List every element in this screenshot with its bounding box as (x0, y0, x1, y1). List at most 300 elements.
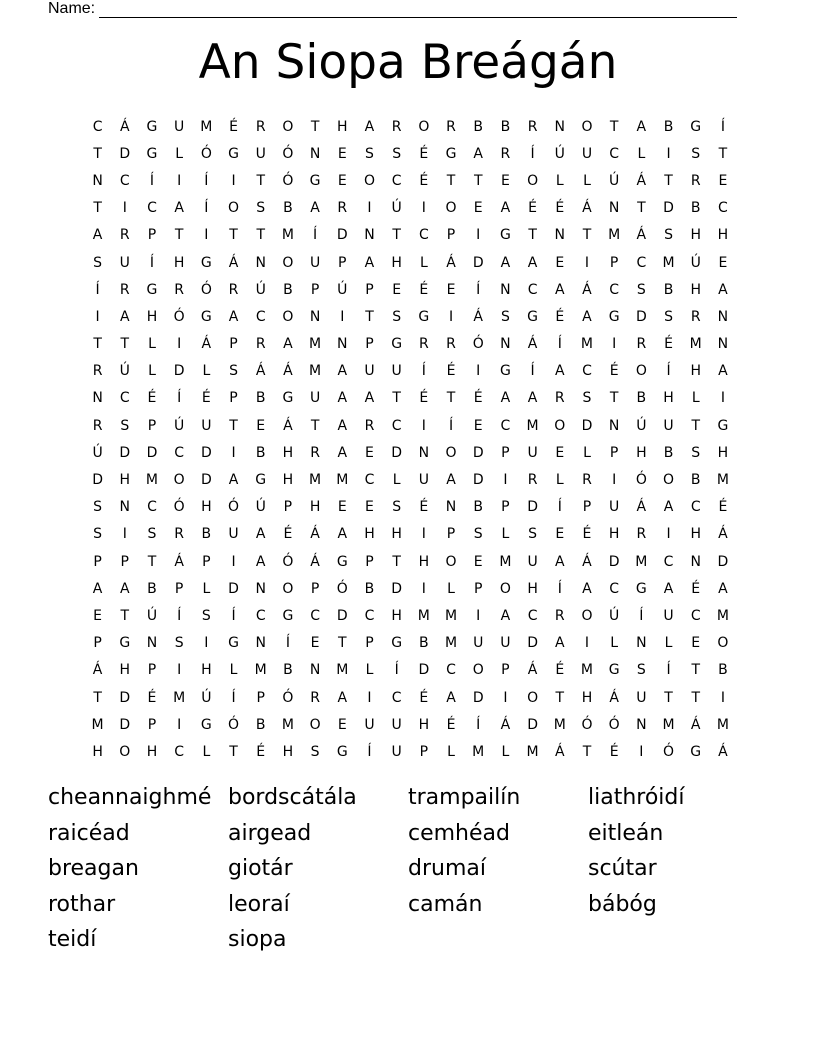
grid-letter: T (582, 743, 592, 760)
grid-letter: Á (201, 336, 212, 353)
grid-letter: D (92, 472, 103, 489)
grid-letter: A (554, 635, 565, 652)
grid-letter: O (635, 363, 647, 380)
grid-letter: D (391, 580, 403, 597)
grid-letter: D (663, 200, 674, 217)
grid-letter: A (119, 580, 130, 597)
grid-letter: A (337, 363, 348, 380)
grid-letter: I (503, 689, 508, 706)
grid-letter: G (527, 308, 539, 325)
grid-letter: E (473, 417, 483, 434)
grid-letter: I (177, 716, 182, 733)
grid-letter: M (145, 472, 159, 489)
grid-letter: L (229, 662, 238, 679)
grid-letter: É (419, 499, 429, 516)
grid-letter: T (338, 635, 347, 652)
grid-letter: U (309, 390, 321, 407)
grid-letter: Á (119, 118, 130, 135)
word-list-item: giotár (228, 856, 293, 882)
grid-letter: G (146, 145, 158, 162)
grid-letter: G (200, 308, 212, 325)
grid-letter: C (310, 607, 320, 624)
grid-letter: Í (476, 716, 481, 733)
grid-letter: H (173, 254, 185, 271)
grid-letter: I (231, 553, 236, 570)
grid-letter: R (527, 472, 538, 489)
grid-letter: Á (609, 689, 619, 706)
grid-letter: R (636, 336, 647, 353)
grid-letter: H (119, 472, 131, 489)
grid-letter: M (309, 336, 322, 353)
grid-letter: C (174, 743, 185, 760)
grid-letter: D (635, 308, 647, 325)
grid-letter: A (228, 308, 239, 325)
grid-letter: A (92, 227, 103, 244)
grid-letter: I (95, 308, 100, 325)
grid-letter: A (554, 363, 565, 380)
name-field (48, 0, 737, 18)
grid-letter: C (174, 444, 185, 461)
grid-letter: B (419, 635, 429, 652)
grid-letter: S (93, 254, 103, 271)
grid-letter: M (444, 635, 458, 652)
grid-letter: Ó (200, 145, 212, 162)
grid-letter: H (201, 499, 212, 516)
grid-letter: I (666, 526, 671, 543)
grid-letter: D (527, 499, 538, 516)
grid-letter: P (174, 580, 184, 597)
grid-letter: L (419, 254, 428, 271)
grid-letter: Ú (201, 689, 212, 706)
grid-letter: O (527, 172, 539, 189)
grid-letter: C (718, 200, 728, 217)
grid-letter: T (229, 743, 238, 760)
grid-letter: S (691, 145, 701, 162)
grid-letter: P (446, 526, 456, 543)
grid-letter: O (717, 635, 729, 652)
grid-letter: T (174, 227, 184, 244)
grid-letter: Í (204, 200, 209, 217)
grid-letter: A (636, 118, 647, 135)
grid-letter: N (608, 417, 620, 434)
grid-letter: A (663, 580, 674, 597)
grid-letter: Á (92, 662, 103, 679)
grid-letter: R (310, 444, 320, 461)
grid-letter: P (365, 281, 374, 298)
grid-letter: U (391, 716, 402, 733)
grid-letter: É (555, 200, 565, 217)
grid-letter: A (228, 472, 239, 489)
grid-letter: S (664, 227, 673, 244)
grid-letter: A (337, 444, 348, 461)
grid-letter: I (231, 172, 236, 189)
grid-letter: A (337, 526, 348, 543)
grid-letter: Á (473, 308, 483, 325)
grid-letter: C (609, 145, 620, 162)
grid-letter: O (228, 200, 240, 217)
grid-letter: É (256, 743, 266, 760)
grid-letter: B (473, 118, 484, 135)
grid-letter: O (119, 743, 131, 760)
grid-letter: S (392, 145, 402, 162)
grid-letter: N (309, 662, 321, 679)
grid-letter: N (445, 499, 457, 516)
grid-letter: M (254, 662, 267, 679)
grid-letter: H (146, 308, 158, 325)
grid-letter: Í (313, 227, 318, 244)
grid-letter: T (664, 172, 673, 189)
grid-letter: D (472, 472, 484, 489)
word-list-item: bordscátála (228, 785, 357, 811)
grid-letter: C (147, 499, 157, 516)
grid-letter: A (718, 363, 728, 380)
grid-letter: O (581, 607, 593, 624)
grid-letter: Á (527, 336, 538, 353)
grid-letter: A (310, 200, 320, 217)
grid-letter: Á (636, 227, 647, 244)
grid-letter: G (146, 118, 158, 135)
grid-letter: N (255, 254, 266, 271)
grid-letter: A (582, 580, 592, 597)
grid-letter: E (555, 444, 565, 461)
grid-letter: Í (204, 172, 209, 189)
grid-letter: B (663, 281, 674, 298)
grid-letter: C (364, 607, 375, 624)
grid-letter: U (174, 118, 185, 135)
grid-letter: S (392, 499, 402, 516)
grid-letter: I (204, 635, 209, 652)
grid-letter: M (173, 689, 186, 706)
grid-letter: É (691, 580, 701, 597)
grid-letter: U (391, 743, 402, 760)
grid-letter: Í (177, 607, 182, 624)
grid-letter: G (336, 743, 348, 760)
grid-letter: É (419, 689, 429, 706)
grid-letter: M (417, 607, 430, 624)
grid-letter: R (255, 336, 266, 353)
grid-letter: E (718, 254, 728, 271)
grid-letter: U (309, 254, 321, 271)
grid-letter: M (716, 716, 729, 733)
grid-letter: P (473, 580, 483, 597)
grid-letter: U (364, 716, 375, 733)
grid-letter: H (608, 526, 620, 543)
grid-letter: Ú (391, 200, 402, 217)
grid-letter: T (446, 172, 456, 189)
grid-letter: R (119, 281, 130, 298)
grid-letter: C (391, 689, 402, 706)
grid-letter: R (554, 607, 565, 624)
grid-letter: N (554, 227, 566, 244)
grid-letter: L (664, 635, 673, 652)
grid-letter: P (283, 499, 293, 516)
grid-letter: G (690, 743, 702, 760)
grid-letter: A (500, 607, 511, 624)
grid-letter: H (201, 662, 212, 679)
grid-letter: I (340, 308, 345, 325)
grid-letter: S (120, 417, 130, 434)
grid-letter: N (418, 444, 430, 461)
grid-letter: P (609, 254, 619, 271)
grid-letter: M (309, 472, 322, 489)
grid-letter: H (309, 499, 321, 516)
grid-letter: G (608, 662, 620, 679)
grid-letter: Á (228, 254, 239, 271)
grid-letter: N (608, 200, 620, 217)
grid-letter: P (338, 254, 347, 271)
grid-letter: T (256, 227, 265, 244)
grid-letter: H (690, 227, 701, 244)
grid-letter: U (228, 526, 239, 543)
grid-letter: N (500, 336, 511, 353)
name-label: Name: (48, 0, 96, 17)
grid-letter: I (177, 662, 182, 679)
grid-letter: R (364, 417, 375, 434)
grid-letter: M (336, 662, 349, 679)
grid-letter: I (231, 444, 236, 461)
grid-letter: H (636, 444, 647, 461)
grid-letter: E (337, 172, 347, 189)
grid-letter: Ó (635, 472, 647, 489)
grid-letter: L (691, 390, 700, 407)
grid-letter: M (689, 336, 702, 353)
grid-letter: H (690, 363, 701, 380)
name-underline (99, 3, 737, 18)
grid-letter: Í (421, 363, 426, 380)
grid-letter: H (717, 444, 729, 461)
grid-letter: M (526, 417, 539, 434)
grid-letter: C (609, 281, 620, 298)
grid-letter: D (527, 635, 538, 652)
grid-letter: P (93, 553, 102, 570)
word-list-item: bábóg (588, 891, 657, 917)
grid-letter: U (473, 635, 484, 652)
grid-letter: R (690, 172, 701, 189)
grid-letter: D (119, 689, 131, 706)
grid-letter: S (582, 390, 592, 407)
grid-letter: I (448, 308, 454, 325)
grid-letter: I (421, 200, 426, 217)
grid-letter: N (92, 390, 103, 407)
grid-letter: Í (476, 281, 481, 298)
grid-letter: L (392, 472, 401, 489)
grid-letter: L (637, 145, 646, 162)
grid-letter: É (718, 499, 728, 516)
grid-letter: Á (310, 553, 320, 570)
grid-letter: C (147, 200, 157, 217)
grid-letter: N (636, 635, 647, 652)
grid-letter: É (419, 145, 429, 162)
grid-letter: A (663, 499, 674, 516)
grid-letter: D (418, 662, 430, 679)
grid-letter: Ú (146, 607, 158, 624)
grid-letter: B (636, 390, 647, 407)
grid-letter: S (365, 145, 374, 162)
grid-letter: G (282, 607, 294, 624)
grid-letter: A (554, 553, 565, 570)
grid-letter: L (583, 172, 591, 189)
grid-letter: I (421, 417, 426, 434)
grid-letter: N (717, 308, 729, 325)
grid-letter: H (92, 743, 103, 760)
grid-letter: Ú (609, 172, 620, 189)
grid-letter: Ú (92, 444, 103, 461)
grid-letter: L (583, 444, 591, 461)
grid-letter: A (473, 145, 483, 162)
grid-letter: H (119, 662, 131, 679)
grid-letter: T (147, 553, 157, 570)
grid-letter: D (228, 580, 239, 597)
grid-letter: D (608, 553, 620, 570)
grid-letter: A (500, 390, 511, 407)
grid-letter: Á (582, 281, 592, 298)
grid-letter: I (612, 472, 617, 489)
grid-letter: P (229, 390, 238, 407)
grid-letter: S (500, 308, 510, 325)
grid-letter: B (283, 281, 293, 298)
grid-letter: E (256, 417, 266, 434)
grid-letter: T (691, 689, 700, 706)
grid-letter: Ó (472, 336, 484, 353)
word-list-item: liathróidí (588, 785, 685, 811)
grid-letter: P (93, 635, 102, 652)
grid-letter: P (310, 580, 320, 597)
grid-letter: G (200, 716, 212, 733)
grid-letter: Í (231, 607, 236, 624)
grid-letter: Ú (337, 281, 348, 298)
grid-letter: M (91, 716, 104, 733)
word-list-item: siopa (228, 927, 287, 953)
grid-letter: O (499, 580, 511, 597)
grid-letter: Í (720, 118, 725, 135)
grid-letter: R (119, 227, 130, 244)
grid-letter: D (717, 553, 729, 570)
word-list-item: breagan (48, 856, 139, 882)
grid-letter: Á (500, 716, 511, 733)
grid-letter: O (445, 444, 457, 461)
grid-letter: B (283, 200, 293, 217)
grid-letter: M (716, 607, 729, 624)
grid-letter: R (391, 118, 402, 135)
grid-letter: Ó (228, 716, 240, 733)
grid-letter: L (447, 743, 455, 760)
grid-letter: Í (557, 336, 562, 353)
grid-letter: Á (582, 200, 592, 217)
grid-letter: C (609, 580, 620, 597)
grid-letter: B (663, 444, 674, 461)
grid-letter: E (473, 553, 483, 570)
grid-letter: Í (639, 607, 644, 624)
grid-letter: B (283, 662, 293, 679)
grid-letter: B (663, 118, 674, 135)
grid-letter: C (391, 417, 402, 434)
grid-letter: G (499, 227, 511, 244)
grid-letter: R (554, 390, 565, 407)
grid-letter: O (282, 308, 294, 325)
grid-letter: D (173, 363, 185, 380)
grid-letter: B (201, 526, 212, 543)
grid-letter: N (309, 145, 321, 162)
grid-letter: Ú (119, 363, 130, 380)
grid-letter: É (419, 281, 429, 298)
grid-letter: R (446, 118, 456, 135)
grid-letter: Ú (690, 254, 701, 271)
grid-letter: Á (718, 526, 728, 543)
grid-letter: P (147, 227, 157, 244)
grid-letter: R (310, 689, 320, 706)
grid-letter: Í (530, 363, 535, 380)
grid-letter: H (663, 390, 674, 407)
grid-letter: H (690, 281, 701, 298)
grid-letter: Ó (581, 716, 593, 733)
grid-letter: É (446, 716, 456, 733)
grid-letter: N (92, 172, 103, 189)
grid-letter: I (367, 689, 372, 706)
grid-letter: U (500, 635, 511, 652)
grid-letter: T (582, 227, 592, 244)
grid-letter: O (554, 417, 566, 434)
grid-letter: O (363, 172, 375, 189)
grid-letter: G (200, 254, 212, 271)
grid-letter: L (501, 743, 510, 760)
word-search-grid (84, 113, 737, 766)
grid-letter: T (310, 118, 320, 135)
grid-letter: Á (283, 363, 293, 380)
grid-letter: G (228, 145, 239, 162)
grid-letter: E (691, 635, 701, 652)
grid-letter: O (581, 118, 593, 135)
word-list-item: airgead (228, 820, 312, 846)
grid-letter: O (173, 472, 185, 489)
grid-letter: G (391, 336, 403, 353)
grid-letter: C (92, 118, 103, 135)
grid-letter: D (472, 689, 484, 706)
grid-letter: I (122, 526, 127, 543)
grid-letter: P (365, 553, 374, 570)
grid-letter: E (500, 172, 510, 189)
grid-letter: T (392, 553, 401, 570)
grid-letter: A (364, 254, 375, 271)
grid-letter: B (255, 716, 266, 733)
grid-letter: H (337, 118, 348, 135)
grid-letter: D (391, 444, 403, 461)
grid-letter: Ú (255, 499, 266, 516)
grid-letter: S (147, 526, 157, 543)
grid-letter: Í (666, 662, 671, 679)
grid-letter: C (500, 417, 511, 434)
grid-letter: C (119, 390, 130, 407)
grid-letter: P (202, 553, 211, 570)
grid-letter: I (639, 743, 644, 760)
grid-letter: L (447, 580, 455, 597)
grid-letter: M (662, 716, 675, 733)
grid-letter: M (281, 716, 294, 733)
grid-letter: N (690, 553, 701, 570)
grid-letter: Ú (636, 417, 647, 434)
grid-letter: Ú (255, 281, 266, 298)
grid-letter: C (364, 472, 375, 489)
grid-letter: O (445, 200, 457, 217)
grid-letter: Ú (174, 417, 185, 434)
grid-letter: H (391, 254, 402, 271)
grid-letter: O (282, 118, 294, 135)
grid-letter: N (119, 499, 131, 516)
grid-letter: Ú (609, 607, 620, 624)
grid-letter: P (501, 662, 510, 679)
grid-letter: O (309, 716, 321, 733)
grid-letter: P (147, 662, 157, 679)
grid-letter: M (472, 743, 485, 760)
